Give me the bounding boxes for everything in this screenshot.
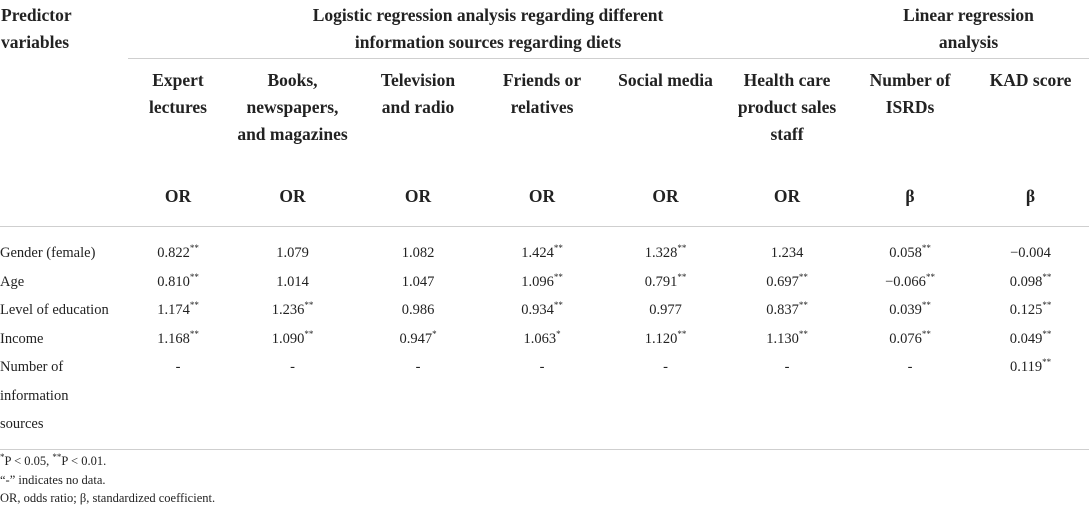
table-row [0, 296, 1089, 325]
header-row-stats [0, 186, 1089, 227]
table-row [0, 268, 1089, 297]
table-cell: 0.810** [157, 271, 199, 290]
footnote-no-data: “-” indicates no data. [0, 472, 106, 487]
col-header-kad-score: KAD score [989, 70, 1072, 90]
col-header-expert-lectures: Expert lectures [149, 70, 207, 117]
table-cell: 0.947* [399, 328, 437, 347]
col-header-books: Books, newspapers, and magazines [237, 70, 348, 144]
table-cell: −0.066** [885, 271, 935, 290]
stat-label: OR [528, 186, 556, 206]
table-cell: 0.934** [521, 300, 563, 318]
header-row-columns [0, 59, 1089, 187]
table-cell: 0.791** [644, 271, 687, 290]
table-cell: 0.837** [766, 300, 808, 318]
stat-label: OR [773, 186, 801, 206]
table-cell: 1.168** [157, 328, 199, 347]
linear-group-title: Linear regression analysis [903, 5, 1034, 52]
table-cell: 0.049** [1009, 328, 1052, 347]
table-row [0, 227, 1089, 268]
table-cell: 0.977 [649, 302, 682, 318]
table-cell: 1.082 [401, 245, 435, 261]
stat-label: OR [164, 186, 192, 206]
table-cell: - [415, 359, 421, 375]
stat-label: OR [652, 186, 679, 206]
table-footnotes [0, 452, 215, 508]
table-cell: 1.424** [521, 243, 563, 261]
table-cell: 0.697** [766, 271, 808, 290]
table-cell: - [290, 359, 295, 375]
predictor-variables-header: Predictor variables [1, 5, 72, 52]
row-label: Number of information sources [0, 359, 69, 432]
linear-group-header [848, 0, 1089, 59]
row-label: Level of education [0, 302, 109, 318]
table-cell: 1.174** [157, 300, 199, 318]
table-cell: 0.119** [1009, 357, 1052, 375]
table-cell: 0.125** [1009, 300, 1052, 318]
table-row [0, 353, 1089, 449]
table-body [0, 227, 1089, 450]
footnote-significance: *P < 0.05, **P < 0.01. [0, 451, 107, 468]
col-header-social-media: Social media [618, 70, 713, 90]
row-label: Gender (female) [0, 245, 96, 261]
col-header-health-care-staff: Health care product sales staff [737, 70, 837, 144]
table-cell: 1.047 [401, 273, 435, 290]
stat-label: OR [279, 186, 306, 206]
table-cell: 1.090** [271, 328, 314, 347]
table-row [0, 325, 1089, 354]
table-cell: 0.098** [1009, 271, 1052, 290]
stat-label: OR [404, 186, 432, 206]
table-cell: - [175, 359, 181, 375]
table-cell: 0.986 [401, 302, 435, 318]
row-label: Age [0, 273, 25, 290]
logistic-group-header [128, 0, 848, 59]
table-cell: 0.076** [889, 328, 931, 347]
table-cell: 1.236** [271, 300, 314, 318]
footnote-abbreviations: OR, odds ratio; β, standardized coefficient. [0, 491, 216, 505]
table-cell: −0.004 [1010, 245, 1051, 261]
table-cell: 1.234 [770, 245, 804, 261]
col-header-friends: Friends or relatives [502, 70, 582, 117]
table-cell: 0.822** [157, 243, 199, 261]
row-label: Income [0, 330, 44, 347]
table-cell: - [663, 359, 668, 375]
table-cell: - [907, 359, 913, 375]
table-cell: - [784, 359, 790, 375]
table-cell: - [539, 359, 545, 375]
table-cell: 0.058** [889, 243, 931, 261]
logistic-group-title: Logistic regression analysis regarding different information sources regarding diets [312, 5, 664, 52]
stat-label: β [1025, 186, 1036, 206]
stat-label: β [905, 186, 915, 206]
header-row-groups [0, 0, 1089, 59]
table-cell: 1.328** [644, 243, 687, 261]
table-cell: 1.096** [521, 271, 563, 290]
table-cell: 0.039** [889, 300, 931, 318]
table-cell: 1.079 [276, 245, 309, 261]
table-cell: 1.120** [644, 328, 687, 347]
col-header-television: Television and radio [380, 70, 456, 117]
table-cell: 1.130** [766, 328, 808, 347]
table-cell: 1.014 [276, 273, 309, 290]
table-cell: 1.063* [523, 328, 561, 347]
col-header-number-of-isrds: Number of ISRDs [869, 70, 951, 117]
